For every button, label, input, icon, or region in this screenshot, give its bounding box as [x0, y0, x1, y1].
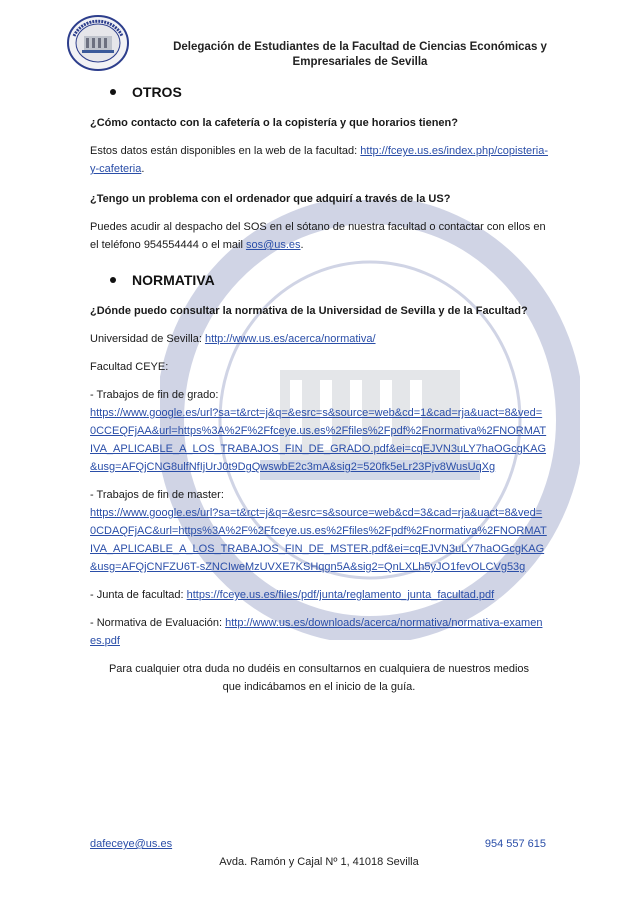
sos-email-link[interactable]: sos@us.es: [245, 239, 301, 251]
bullet-icon: [110, 89, 116, 95]
master-link[interactable]: https://www.google.es/url?sa=t&rct=j&q=&esrc=s&source=web&cd=3&cad=rja&uact=8&ved=0CDAQFjAC&url=https%3A%2F%2Ffceye.us.es%2Ffiles%2Fpdf%2Fnormativa%2FNORMATIVA_APLICABLE_A_LOS_TRABAJOS_FIN_DE_MSTER.pdf&ei=cqEJVN3uLY7haOGcgKAG&usg=AFQjCNFZU6T-sZNCIweMzUVXE7KSHqgn5A&sig2=QnLXLh5yJO1fevOLCVg53g: [90, 507, 547, 573]
grado-label: - Trabajos de fin de grado:: [90, 389, 219, 401]
us-normativa: [90, 330, 548, 348]
question-ordenador: ¿Tengo un problema con el ordenador que adquirí a través de la US?: [90, 193, 451, 205]
evaluacion-link[interactable]: http://www.us.es/downloads/acerca/normativa/normativa-examenes.pdf: [90, 617, 543, 647]
section-title-normativa-label: NORMATIVA: [132, 272, 215, 288]
footer-phone: 954 557 615: [484, 838, 546, 850]
closing-text: Para cualquier otra duda no dudéis en consultarnos en cualquiera de nuestros medios que indicábamos en el inicio de la guía.: [108, 663, 530, 693]
answer-ordenador: [90, 218, 548, 254]
section-title-otros: [110, 82, 548, 102]
section-title-normativa: [110, 270, 548, 290]
junta-label: - Junta de facultad:: [90, 589, 187, 601]
master-item: [90, 486, 548, 576]
question-normativa: ¿Dónde puedo consultar la normativa de la Universidad de Sevilla y de la Facultad?: [90, 305, 528, 317]
us-normativa-label: Universidad de Sevilla:: [90, 333, 205, 345]
faculty-seal-logo-icon: [66, 14, 130, 72]
ceye-label: Facultad CEYE:: [90, 361, 169, 373]
footer-email-link[interactable]: dafeceye@us.es: [90, 838, 173, 850]
answer-cafeteria-text: Estos datos están disponibles en la web de la facultad:: [90, 145, 361, 157]
master-label: - Trabajos de fin de master:: [90, 489, 224, 501]
evaluacion-label: - Normativa de Evaluación:: [90, 617, 226, 629]
section-title-otros-label: OTROS: [132, 84, 182, 100]
cafeteria-link[interactable]: http://fceye.us.es/index.php/copisteria-y-cafeteria: [90, 145, 549, 175]
header-line-2: Empresariales de Sevilla: [292, 56, 428, 68]
bullet-icon: [110, 277, 116, 283]
footer-address: Avda. Ramón y Cajal Nº 1, 41018 Sevilla: [219, 856, 419, 868]
grado-link[interactable]: https://www.google.es/url?sa=t&rct=j&q=&esrc=s&source=web&cd=1&cad=rja&uact=8&ved=0CCEQFjAA&url=https%3A%2F%2Ffceye.us.es%2Ffiles%2Fpdf%2Fnormativa%2FNORMATIVA_APLICABLE_A_LOS_TRABAJOS_FIN_DE_GRADO.pdf&ei=cqEJVN3uLY7haOGcgKAG&usg=AFQjCNG8ulfNfIjUrJ0t9DgQwswbE2c3mA&sig2=520fk5eLr23Pjv8WusUqXg: [90, 407, 547, 473]
header-line-1: Delegación de Estudiantes de la Facultad de Ciencias Económicas y: [173, 41, 547, 53]
answer-cafeteria-end: .: [141, 163, 145, 175]
answer-cafeteria: [90, 142, 548, 178]
answer-ordenador-end: .: [300, 239, 304, 251]
evaluacion-item: [90, 614, 548, 650]
document-header: [150, 40, 570, 70]
grado-item: [90, 386, 548, 476]
junta-item: [90, 586, 548, 604]
main-content: [90, 82, 548, 696]
junta-link[interactable]: https://fceye.us.es/files/pdf/junta/reglamento_junta_facultad.pdf: [186, 589, 495, 601]
question-cafeteria: ¿Cómo contacto con la cafetería o la copistería y que horarios tienen?: [90, 117, 458, 129]
answer-ordenador-text: Puedes acudir al despacho del SOS en el sótano de nuestra facultad o contactar con ellos en el teléfono 954554444 o el mail: [90, 221, 546, 251]
us-normativa-link[interactable]: http://www.us.es/acerca/normativa/: [204, 333, 376, 345]
